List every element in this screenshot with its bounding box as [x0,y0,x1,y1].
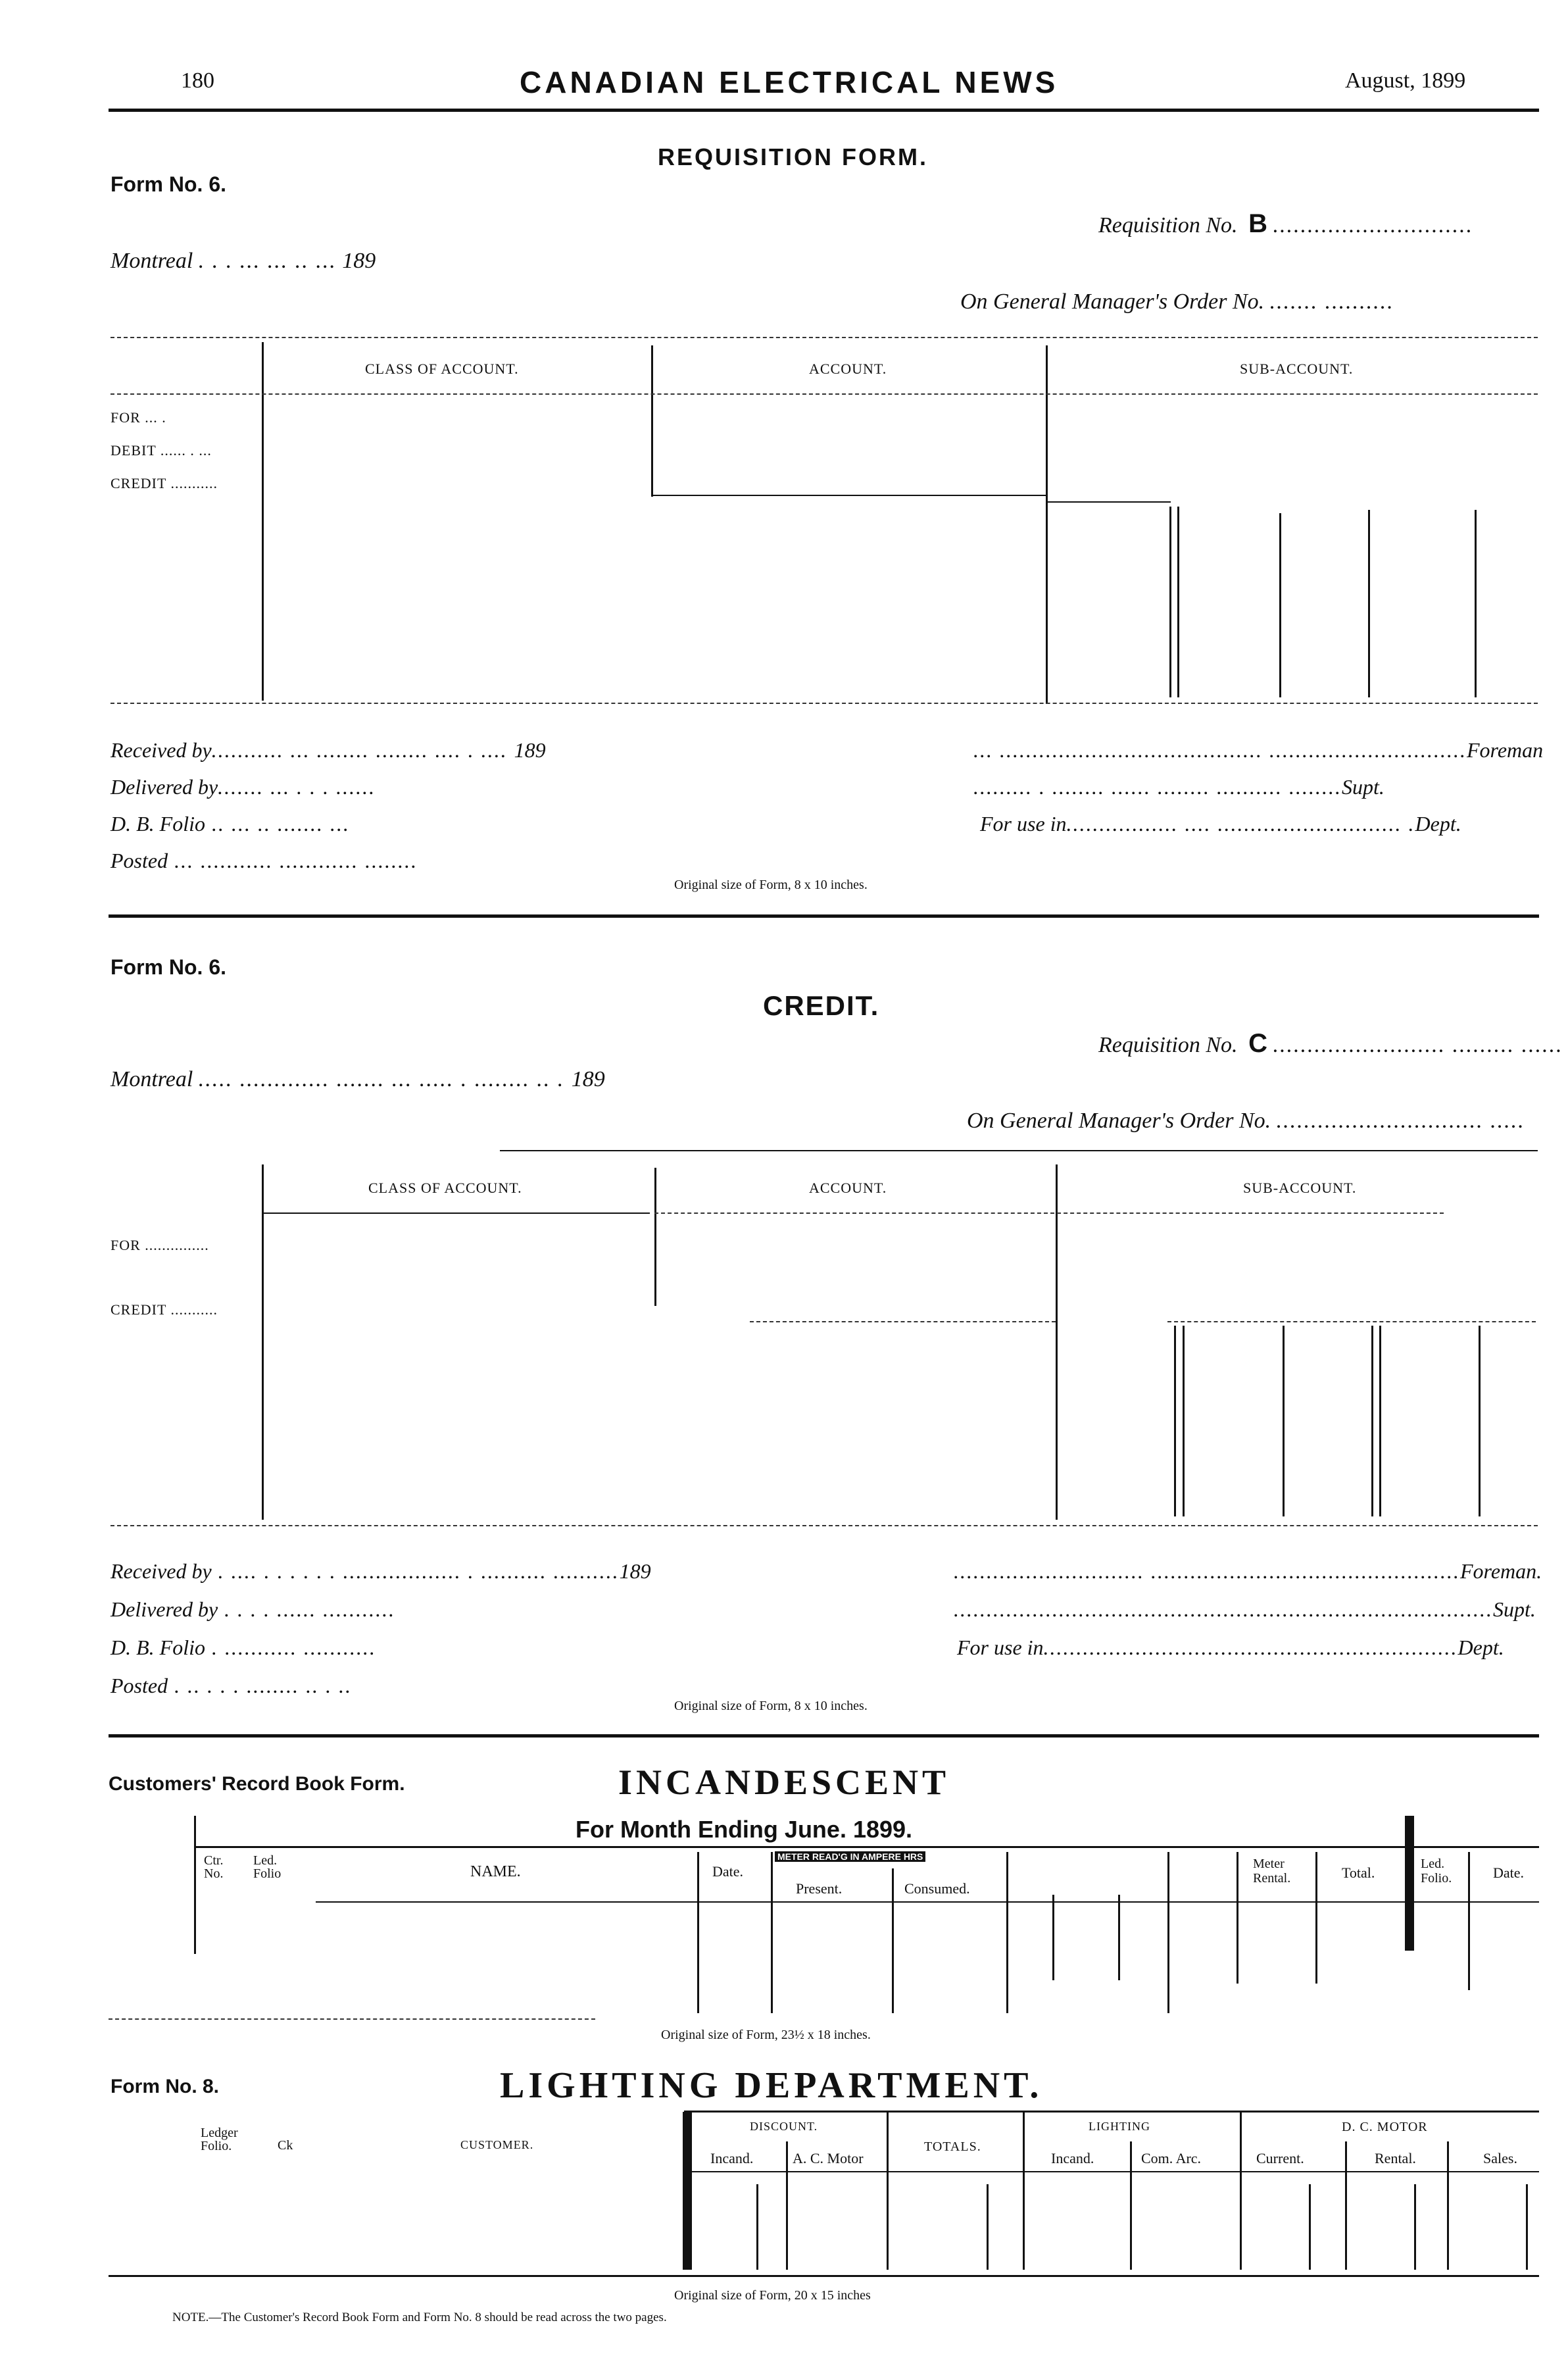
form2-montreal-text: Montreal [110,1067,193,1091]
form1-row-credit-text: CREDIT [110,475,167,491]
form1-table-bottom [110,703,1538,704]
form3-div-f [1468,1852,1470,1990]
form4-head-line [692,2171,1539,2172]
form1-table-top [110,337,1538,338]
form3-div-a [1052,1895,1054,1980]
form1-posted: Posted ... ........... ............ ........ [110,849,418,872]
form1-divider-mid2 [1046,345,1048,704]
form3-col-ctr: Ctr. No. [204,1853,224,1881]
form3-div-date-l [697,1852,699,2013]
form1-sub-col1 [1169,507,1171,697]
form2-for-use-in-text: For use in [957,1636,1044,1659]
form2-form-no: Form No. 6. [110,955,227,979]
form4-col-incand2: Incand. [1051,2150,1094,2166]
form2-col-class: CLASS OF ACCOUNT. [368,1180,522,1196]
form4-col-lighting: LIGHTING [1089,2120,1150,2133]
form1-sub-col2 [1279,513,1281,697]
form3-col-meter-rental: Meter Rental. [1253,1857,1291,1886]
form4-div-incand2 [1130,2141,1132,2270]
form1-received-year: 189 [514,738,546,762]
form4-col-dc-motor: D. C. MOTOR [1342,2120,1428,2134]
form3-col-present: Present. [796,1880,843,1897]
form4-col-sales: Sales. [1483,2150,1517,2166]
form3-original-size: Original size of Form, 23½ x 18 inches. [661,2028,871,2042]
form1-montreal-text: Montreal [110,249,193,273]
form3-subtitle: For Month Ending June. 1899. [576,1816,913,1843]
form1-requisition-label: Requisition No. B ............................. [1098,209,1473,238]
form2-sub-col1b [1183,1326,1185,1516]
form1-sub-col4 [1475,510,1477,697]
form1-requisition-text: Requisition No. [1098,213,1238,238]
form2-sub-col3b [1379,1326,1381,1516]
form2-dept-text: Dept. [1458,1636,1504,1659]
form3-col-date2: Date. [1493,1864,1525,1881]
form4-col-ac-motor: A. C. Motor [793,2150,864,2166]
form4-div-incand [786,2141,788,2270]
form3-left-border [194,1816,196,1954]
form2-sub-col4 [1479,1326,1481,1516]
form3-col-meter-read: METER READ'G IN AMPERE HRS [775,1851,925,1862]
form4-col-discount: DISCOUNT. [750,2120,818,2133]
form1-sub-line [1046,501,1171,503]
form4-col-com-arc: Com. Arc. [1141,2150,1202,2166]
form3-col-date: Date. [712,1863,744,1880]
form1-col-account: ACCOUNT. [809,361,887,377]
form2-posted: Posted . .. . . . ........ .. . .. [110,1674,353,1697]
form1-row-for-text: FOR [110,409,141,426]
form2-received-by-text: Received by [110,1559,212,1583]
form1-year: 189 [342,249,376,273]
form4-div-x4 [1414,2184,1416,2270]
form4-div-x5 [1526,2184,1528,2270]
form2-sub-col3 [1371,1326,1373,1516]
form4-div-x3 [1309,2184,1311,2270]
form4-div-ac [887,2112,889,2270]
form2-account-bottom [750,1321,1056,1322]
header-rule [109,109,1539,112]
form1-delivered-by: Delivered by....... ... . . . ...... [110,775,376,799]
form2-db-folio: D. B. Folio . ........... ........... [110,1636,376,1659]
form3-title: INCANDESCENT [618,1763,950,1802]
form2-posted-text: Posted [110,1674,168,1697]
form1-sub-col3 [1368,510,1370,697]
form2-head-line-right [654,1212,1444,1214]
form3-heavy-bar [1405,1816,1414,1951]
form4-form-no: Form No. 8. [110,2076,220,2097]
form4-original-size: Original size of Form, 20 x 15 inches [674,2288,871,2303]
form4-col-customer: CUSTOMER. [460,2138,534,2151]
form4-col-rental: Rental. [1375,2150,1416,2166]
form2-gm-order: On General Manager's Order No. .............................. ..... [967,1109,1525,1133]
form1-divider-left [262,342,264,701]
form3-div-c [1167,1852,1169,2013]
form1-head-line [110,393,1538,395]
form3-div-b [1118,1895,1120,1980]
form1-end-rule [109,914,1539,918]
form4-div-comarc [1240,2112,1242,2270]
form1-received-by-text: Received by [110,738,212,762]
form2-foreman-text: Foreman. [1460,1559,1542,1583]
form2-divider-mid1 [654,1168,656,1306]
form3-div-present [892,1868,894,2013]
form4-note: NOTE.—The Customer's Record Book Form and Form No. 8 should be read across the two pages. [172,2311,667,2324]
form1-row-debit-text: DEBIT [110,442,157,459]
form2-divider-left [262,1164,264,1520]
form1-received-by: Received by........... ... ........ ........ .... . .... 189 [110,738,546,762]
form3-div-consumed [1006,1852,1008,2013]
form2-row-credit-text: CREDIT [110,1301,167,1318]
form2-end-rule [109,1734,1539,1738]
form4-col-totals: TOTALS. [924,2139,981,2154]
form2-original-size: Original size of Form, 8 x 10 inches. [674,1699,868,1713]
form1-foreman: ... ........................................ ..............................Foreman [973,738,1544,762]
form2-col-subaccount: SUB-ACCOUNT. [1243,1180,1357,1196]
form2-divider-mid2 [1056,1164,1058,1520]
form2-delivered-by: Delivered by . . . . ...... ........... [110,1597,396,1621]
form4-col-ck: Ck [278,2138,293,2153]
page-number: 180 [181,68,214,93]
form4-div-x1 [756,2184,758,2270]
form3-col-led2: Led. Folio. [1421,1857,1452,1886]
form3-div-d [1237,1852,1238,1984]
form1-divider-mid1 [651,345,653,497]
form1-row-for: FOR ... . [110,409,166,426]
form2-row-for: FOR ............... [110,1237,209,1253]
form1-row-credit: CREDIT ........... [110,475,218,491]
form2-received-by: Received by . .... . . . . . . .................. . .......... ..........189 [110,1559,651,1583]
form2-gm-order-text: On General Manager's Order No. [967,1109,1271,1133]
form4-top-rule [684,2111,1539,2112]
form1-form-no: Form No. 6. [110,172,227,196]
form2-requisition-text: Requisition No. [1098,1033,1238,1057]
form2-col-account: ACCOUNT. [809,1180,887,1196]
form2-row-for-text: FOR [110,1237,141,1253]
form2-supt: ..................................................................................Supt. [954,1597,1536,1621]
form1-col-subaccount: SUB-ACCOUNT. [1240,361,1354,377]
form1-heading: REQUISITION FORM. [658,143,928,170]
form4-div-rental [1447,2141,1449,2270]
form2-sub-line [1167,1321,1536,1322]
form4-div-totals [1023,2112,1025,2270]
form2-received-year: 189 [619,1559,651,1583]
form4-col-ledger: Ledger Folio. [201,2126,238,2153]
form1-supt-text: Supt. [1342,775,1384,799]
form3-div-date-r [771,1852,773,2013]
form3-label: Customers' Record Book Form. [109,1773,405,1795]
form2-sub-col2 [1283,1326,1285,1516]
form4-div-current [1345,2141,1347,2270]
form1-gm-order-text: On General Manager's Order No. [960,289,1265,314]
form2-sub-col1 [1174,1326,1176,1516]
form1-sub-col1b [1177,507,1179,697]
form3-bottom-dash [109,2018,595,2020]
form2-heading: CREDIT. [763,990,880,1021]
form2-year: 189 [571,1067,605,1091]
form2-montreal: Montreal ..... ............. ....... ... ..... . ........ .. . 189 [110,1067,605,1091]
form2-table-top [500,1150,1538,1151]
form3-col-consumed: Consumed. [904,1880,970,1897]
form2-requisition-label: Requisition No. C ......................... ......... ...... [1098,1029,1563,1058]
form3-col-name: NAME. [470,1863,521,1880]
form3-head-line [316,1901,1539,1903]
form1-db-folio-text: D. B. Folio [110,812,205,836]
form4-col-incand: Incand. [710,2150,754,2166]
form4-title: LIGHTING DEPARTMENT. [500,2065,1043,2106]
form1-supt: ......... . ........ ...... ........ .......... ........Supt. [973,775,1384,799]
form4-heavy-bar [683,2112,692,2270]
form3-top-rule [194,1846,1539,1848]
form2-table-bottom [110,1525,1538,1526]
form1-original-size: Original size of Form, 8 x 10 inches. [674,878,868,892]
form2-row-credit: CREDIT ........... [110,1301,218,1318]
form1-db-folio: D. B. Folio .. ... .. ....... ... [110,812,350,836]
form1-foreman-text: Foreman [1467,738,1544,762]
form1-gm-order: On General Manager's Order No. ....... .......... [960,289,1394,314]
form1-row-debit: DEBIT ...... . ... [110,442,212,459]
form1-posted-text: Posted [110,849,168,872]
form4-div-x2 [987,2184,989,2270]
form2-foreman: ............................. ...............................................Foreman. [954,1559,1542,1583]
form2-head-line [262,1212,650,1214]
form1-col-class: CLASS OF ACCOUNT. [365,361,519,377]
issue-date: August, 1899 [1345,68,1466,93]
form1-delivered-by-text: Delivered by [110,775,218,799]
form2-delivered-by-text: Delivered by [110,1597,218,1621]
form1-account-bottom [651,495,1046,496]
form2-requisition-letter: C [1248,1029,1267,1058]
form1-for-use-in-text: For use in [980,812,1067,836]
form4-col-current: Current. [1256,2150,1304,2166]
form2-db-folio-text: D. B. Folio [110,1636,205,1659]
form3-col-total: Total. [1342,1864,1375,1881]
form3-div-e [1315,1852,1317,1984]
form1-dept-text: Dept. [1415,812,1461,836]
form1-for-use-in: For use in................. .... ............................ .Dept. [980,812,1461,836]
form1-requisition-letter: B [1248,209,1267,238]
form2-supt-text: Supt. [1493,1597,1536,1621]
form3-col-led: Led. Folio [253,1853,282,1881]
journal-title: CANADIAN ELECTRICAL NEWS [520,65,1059,99]
form4-bottom-rule [109,2275,1539,2277]
form2-for-use-in: For use in...............................................................Dept. [957,1636,1504,1659]
form1-montreal: Montreal . . . ... ... .. ... 189 [110,249,376,273]
